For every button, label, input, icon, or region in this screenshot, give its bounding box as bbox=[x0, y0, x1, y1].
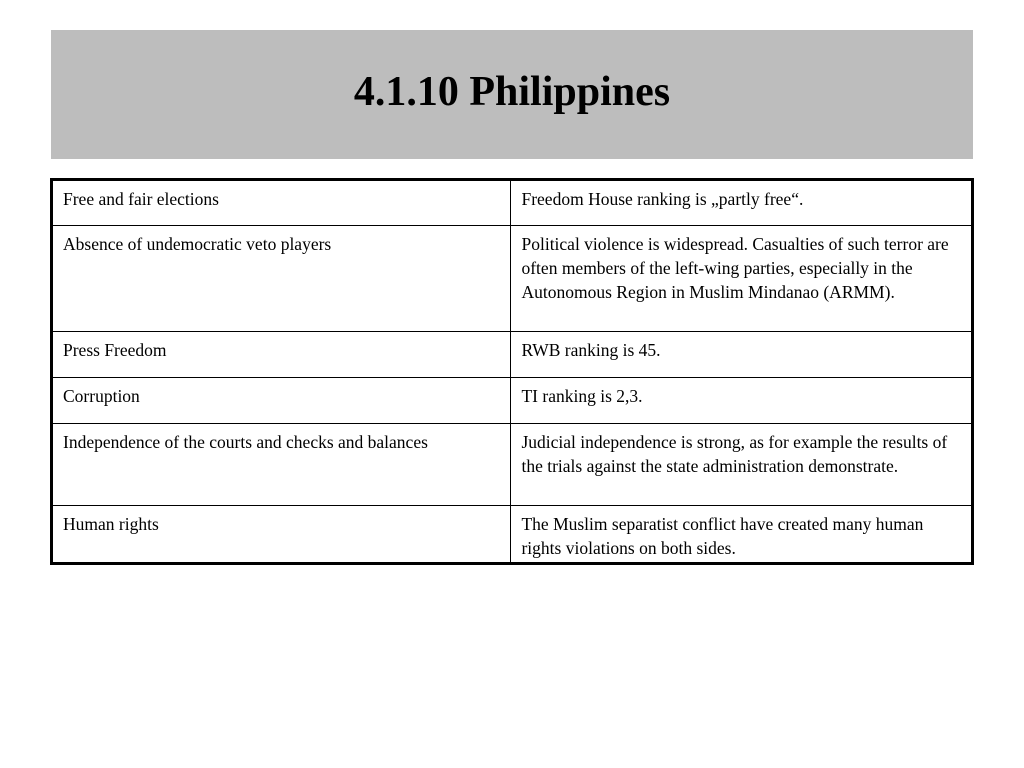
criterion-cell: Independence of the courts and checks and balances bbox=[52, 424, 511, 506]
assessment-cell: RWB ranking is 45. bbox=[511, 332, 973, 378]
table-row bbox=[52, 506, 973, 564]
table-row bbox=[52, 378, 973, 424]
page-title: 4.1.10 Philippines bbox=[353, 68, 671, 115]
assessment-cell: Judicial independence is strong, as for example the results of the trials against the state administration demonstrate. bbox=[511, 424, 973, 506]
criteria-table bbox=[50, 178, 974, 565]
assessment-cell: Political violence is widespread. Casualties of such terror are often members of the left-wing parties, especially in the Autonomous Region in Muslim Mindanao (ARMM). bbox=[511, 226, 973, 332]
criterion-cell: Free and fair elections bbox=[52, 180, 511, 226]
assessment-cell: Freedom House ranking is „partly free“. bbox=[511, 180, 973, 226]
criterion-cell: Corruption bbox=[52, 378, 511, 424]
table-row bbox=[52, 332, 973, 378]
assessment-cell: TI ranking is 2,3. bbox=[511, 378, 973, 424]
criterion-cell: Absence of undemocratic veto players bbox=[52, 226, 511, 332]
criterion-cell: Press Freedom bbox=[52, 332, 511, 378]
assessment-cell: The Muslim separatist conflict have created many human rights violations on both sides. bbox=[511, 506, 973, 564]
criterion-cell: Human rights bbox=[52, 506, 511, 564]
table-row bbox=[52, 424, 973, 506]
table-row bbox=[52, 226, 973, 332]
title-band bbox=[51, 30, 973, 159]
table-row bbox=[52, 180, 973, 226]
